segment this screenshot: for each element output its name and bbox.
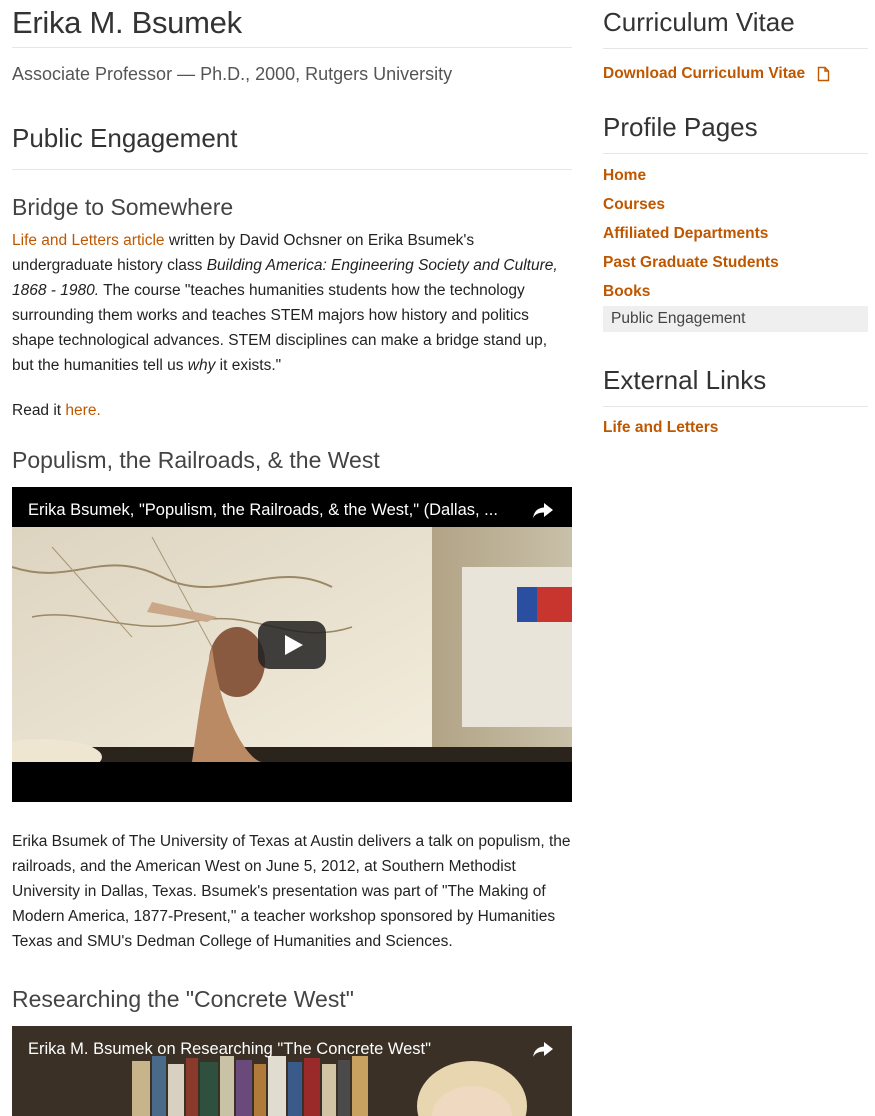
divider [603,153,868,154]
read-it-line [12,398,572,423]
main-content [12,0,572,1116]
video-title[interactable]: Erika Bsumek, "Populism, the Railroads, & the West," (Dallas, ... [28,501,498,519]
cv-heading: Curriculum Vitae [603,7,795,37]
nav-courses[interactable]: Courses [603,196,666,213]
play-icon[interactable] [258,621,326,669]
populism-video-player[interactable] [12,487,572,802]
life-and-letters-article-link[interactable]: Life and Letters article [12,232,165,249]
nav-affiliated-departments[interactable]: Affiliated Departments [603,225,769,242]
bridge-text-2: The course "teaches humanities students how the technology surrounding them works and teaches STEM majors how history and politics shape technological advances. STEM disciplines can make a bridge stand up, but the humanities tell us [12,282,548,374]
read-it-here-link[interactable]: here. [65,402,101,419]
video-title[interactable]: Erika M. Bsumek on Researching "The Concrete West" [28,1040,431,1058]
download-cv-link[interactable]: Download Curriculum Vitae [603,65,806,82]
external-links-nav [603,413,868,442]
bridge-text-1: written by David Ochsner on Erika Bsumek's undergraduate history class [12,232,475,274]
document-icon[interactable] [817,66,830,82]
share-icon[interactable] [532,1040,554,1058]
divider [12,169,572,170]
divider [12,47,572,48]
cv-download-row [603,59,868,88]
divider [603,48,868,49]
profile-pages-heading: Profile Pages [603,112,758,142]
profile-subtitle: Associate Professor — Ph.D., 2000, Rutgers University [12,64,453,84]
sidebar [603,0,868,442]
concrete-heading: Researching the "Concrete West" [12,986,354,1012]
nav-home[interactable]: Home [603,167,647,184]
populism-heading: Populism, the Railroads, & the West [12,447,380,473]
profile-pages-nav [603,161,868,332]
bridge-text-3: it exists." [215,357,282,374]
course-title: Building America: Engineering Society and Culture, 1868 - 1980. [12,257,558,299]
populism-description: Erika Bsumek of The University of Texas at Austin delivers a talk on populism, the railroads, and the American West on June 5, 2012, at Southern Methodist University in Dallas, Texas. Bsumek's presentation was part of "The Making of Modern America, 1877-Present," a teacher workshop sponsored by Humanities Texas and SMU's Dedman College of Humanities and Sciences. [12,833,571,950]
nav-public-engagement-active[interactable]: Public Engagement [603,306,868,332]
nav-books[interactable]: Books [603,283,651,300]
bridge-heading: Bridge to Somewhere [12,194,234,220]
why-word: why [187,357,216,374]
read-it-prefix: Read it [12,402,66,419]
external-life-and-letters[interactable]: Life and Letters [603,419,719,436]
external-links-heading: External Links [603,365,767,395]
bridge-paragraph [12,228,572,378]
concrete-video-player[interactable] [12,1026,572,1116]
nav-past-graduate-students[interactable]: Past Graduate Students [603,254,779,271]
page-title: Erika M. Bsumek [12,5,242,40]
section-heading: Public Engagement [12,123,238,153]
divider [603,406,868,407]
share-icon[interactable] [532,501,554,519]
